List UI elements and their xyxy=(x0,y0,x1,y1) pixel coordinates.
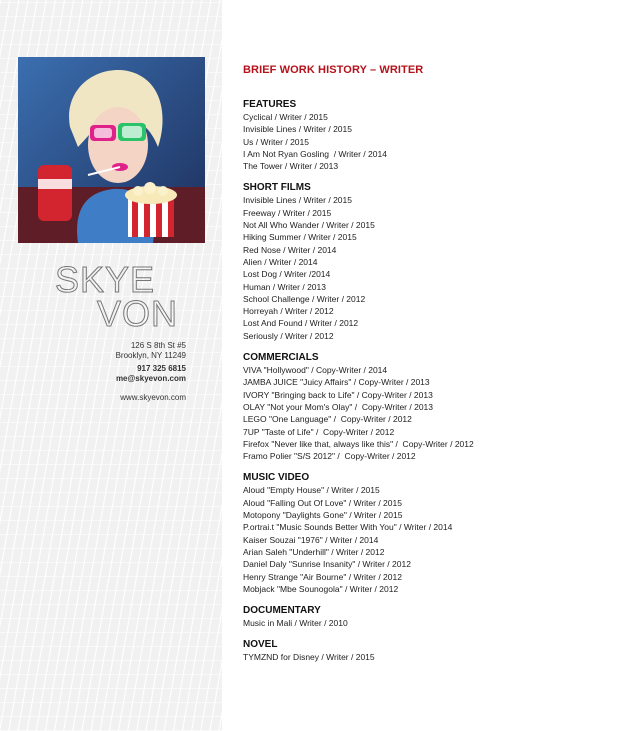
credit-item: Kaiser Souzai "1976" / Writer / 2014 xyxy=(243,534,379,545)
credit-list xyxy=(243,651,618,663)
credit-item: Red Nose / Writer / 2014 xyxy=(243,244,337,255)
credit-item: Lost Dog / Writer /2014 xyxy=(243,269,331,280)
profile-photo xyxy=(18,57,205,243)
section-short-films xyxy=(243,182,618,342)
credit-item: Human / Writer / 2013 xyxy=(243,281,326,292)
email-link[interactable]: me@skyevon.com xyxy=(115,374,186,383)
credit-list xyxy=(243,364,618,462)
credit-item: Lost And Found / Writer / 2012 xyxy=(243,318,359,329)
credit-item: Music in Mali / Writer / 2010 xyxy=(243,618,348,629)
credit-list xyxy=(243,484,618,595)
credit-item: Aloud "Falling Out Of Love" / Writer / 2015 xyxy=(243,497,402,508)
section-heading: NOVEL xyxy=(243,639,278,651)
credit-item: Invisible Lines / Writer / 2015 xyxy=(243,195,352,206)
logo-line2: VON xyxy=(97,293,179,327)
credit-item: Invisible Lines / Writer / 2015 xyxy=(243,124,352,135)
section-heading: FEATURES xyxy=(243,99,297,110)
credit-item: LEGO "One Language" / Copy-Writer / 2012 xyxy=(243,414,412,425)
credit-item: Cyclical / Writer / 2015 xyxy=(243,112,328,122)
credit-item: Horreyah / Writer / 2012 xyxy=(243,306,334,317)
credit-item: Aloud "Empty House" / Writer / 2015 xyxy=(243,485,380,496)
sidebar xyxy=(0,0,222,731)
section-music-video xyxy=(243,472,618,595)
credit-item: P.ortrai.t "Music Sounds Better With You" / Writer / 2014 xyxy=(243,522,453,533)
website-link[interactable]: www.skyevon.com xyxy=(120,393,186,402)
credit-list xyxy=(243,111,618,172)
section-heading: COMMERCIALS xyxy=(243,352,319,364)
section-commercials xyxy=(243,352,618,462)
credit-item: Freeway / Writer / 2015 xyxy=(243,207,332,218)
section-features xyxy=(243,99,618,172)
work-history xyxy=(243,64,618,674)
name-logo xyxy=(55,262,190,327)
credit-item: Hiking Summer / Writer / 2015 xyxy=(243,232,357,243)
credit-item: VIVA "Hollywood" / Copy-Writer / 2014 xyxy=(243,365,388,376)
credit-item: IVORY "Bringing back to Life" / Copy-Writer / 2013 xyxy=(243,389,433,400)
credit-item: I Am Not Ryan Gosling / Writer / 2014 xyxy=(243,148,387,159)
logo-line1: SKYE xyxy=(55,262,156,300)
credit-item: 7UP "Taste of Life" / Copy-Writer / 2012 xyxy=(243,426,395,437)
credit-item: OLAY "Not your Mom's Olay" / Copy-Writer / 2013 xyxy=(243,401,433,412)
credit-item: Alien / Writer / 2014 xyxy=(243,256,318,267)
credit-item: Motopony "Daylights Gone" / Writer / 2015 xyxy=(243,510,403,521)
credit-item: JAMBA JUICE "Juicy Affairs" / Copy-Writer / 2013 xyxy=(243,377,430,388)
section-heading: SHORT FILMS xyxy=(243,182,311,194)
credit-list xyxy=(243,617,618,629)
credit-item: Not All Who Wander / Writer / 2015 xyxy=(243,220,375,231)
credit-item: Daniel Daly "Sunrise Insanity" / Writer / 2012 xyxy=(243,559,411,570)
credit-item: Henry Strange "Air Bourne" / Writer / 2012 xyxy=(243,571,402,582)
page-title: BRIEF WORK HISTORY – WRITER xyxy=(243,64,424,76)
credit-item: Us / Writer / 2015 xyxy=(243,136,309,147)
contact-block xyxy=(116,341,186,403)
section-heading: DOCUMENTARY xyxy=(243,605,321,617)
address-line: 126 S 8th St #5 xyxy=(130,341,186,350)
phone: 917 325 6815 xyxy=(137,364,186,373)
credit-item: Arian Saleh "Underhill" / Writer / 2012 xyxy=(243,546,385,557)
credit-item: Firefox "Never like that, always like this" / Copy-Writer / 2012 xyxy=(243,438,474,449)
city-line: Brooklyn, NY 11249 xyxy=(115,351,186,360)
credit-item: TYMZND for Disney / Writer / 2015 xyxy=(243,652,375,663)
section-novel xyxy=(243,639,618,663)
credit-item: Framo Polier "S/S 2012" / Copy-Writer / 2012 xyxy=(243,451,416,462)
credit-item: Mobjack "Mbe Sounogola" / Writer / 2012 xyxy=(243,583,399,594)
credit-item: School Challenge / Writer / 2012 xyxy=(243,293,366,304)
credit-item: Seriously / Writer / 2012 xyxy=(243,330,334,341)
section-documentary xyxy=(243,605,618,629)
section-heading: MUSIC VIDEO xyxy=(243,472,310,484)
sections-container xyxy=(243,99,618,664)
credit-list xyxy=(243,194,618,342)
credit-item: The Tower / Writer / 2013 xyxy=(243,161,339,172)
